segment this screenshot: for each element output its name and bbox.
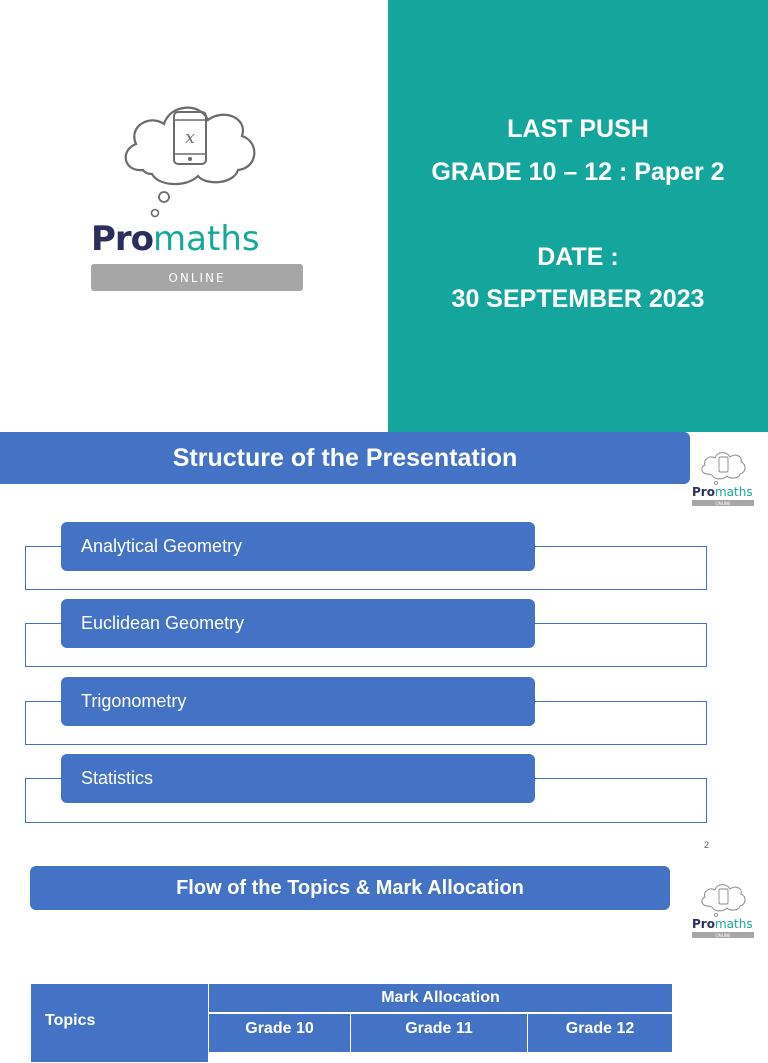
- slide-header: [0, 432, 690, 484]
- svg-text:ONLINE: ONLINE: [715, 933, 731, 938]
- bubble-dot-icon: [159, 192, 169, 202]
- list-item-label: Trigonometry: [81, 691, 187, 711]
- list-item-analytical-geometry: [61, 522, 535, 571]
- math-x-symbol: x: [185, 128, 195, 148]
- list-item-euclidean-geometry: [61, 599, 535, 648]
- table-header-grade-11: Grade 11: [350, 1013, 528, 1053]
- svg-text:Promaths: Promaths: [692, 917, 753, 931]
- list-item-statistics: [61, 754, 535, 803]
- logo-maths-text: maths: [153, 219, 260, 259]
- title-slide: [0, 0, 768, 432]
- slide-header-text: Flow of the Topics & Mark Allocation: [176, 876, 524, 899]
- svg-text:ONLINE: ONLINE: [715, 501, 731, 506]
- phone-icon: [719, 457, 728, 472]
- date-value: 30 SEPTEMBER 2023: [451, 285, 705, 313]
- promaths-logo: [88, 88, 308, 298]
- title-line-2: GRADE 10 – 12 : Paper 2: [431, 158, 725, 186]
- list-item-label: Statistics: [81, 768, 154, 788]
- bubble-dot-icon: [152, 210, 159, 217]
- promaths-logo-small: [690, 878, 760, 940]
- table-header-topics: Topics: [30, 983, 209, 1063]
- phone-icon: [719, 889, 728, 904]
- slide-header: [30, 866, 670, 910]
- title-line-1: LAST PUSH: [507, 115, 649, 143]
- table-header-grade-10: Grade 10: [208, 1013, 351, 1053]
- promaths-logo-small: [690, 446, 760, 508]
- svg-text:Promaths: Promaths: [692, 485, 753, 499]
- title-panel: [388, 0, 768, 432]
- table-header-grade-12: Grade 12: [527, 1013, 673, 1053]
- logo-pro-text: Pro: [91, 219, 154, 259]
- mark-allocation-slide: [0, 864, 768, 1037]
- logo-wordmark: [91, 219, 260, 259]
- phone-icon: [174, 112, 206, 164]
- list-item-trigonometry: [61, 677, 535, 726]
- page-number: 2: [704, 840, 710, 850]
- date-label: DATE :: [537, 243, 619, 271]
- logo-online-text: ONLINE: [168, 271, 226, 285]
- list-item-label: Analytical Geometry: [81, 536, 243, 556]
- slide-header-text: Structure of the Presentation: [172, 443, 518, 472]
- list-item-label: Euclidean Geometry: [81, 613, 245, 633]
- structure-slide: [0, 432, 768, 864]
- table-header-mark-allocation: Mark Allocation: [208, 983, 673, 1013]
